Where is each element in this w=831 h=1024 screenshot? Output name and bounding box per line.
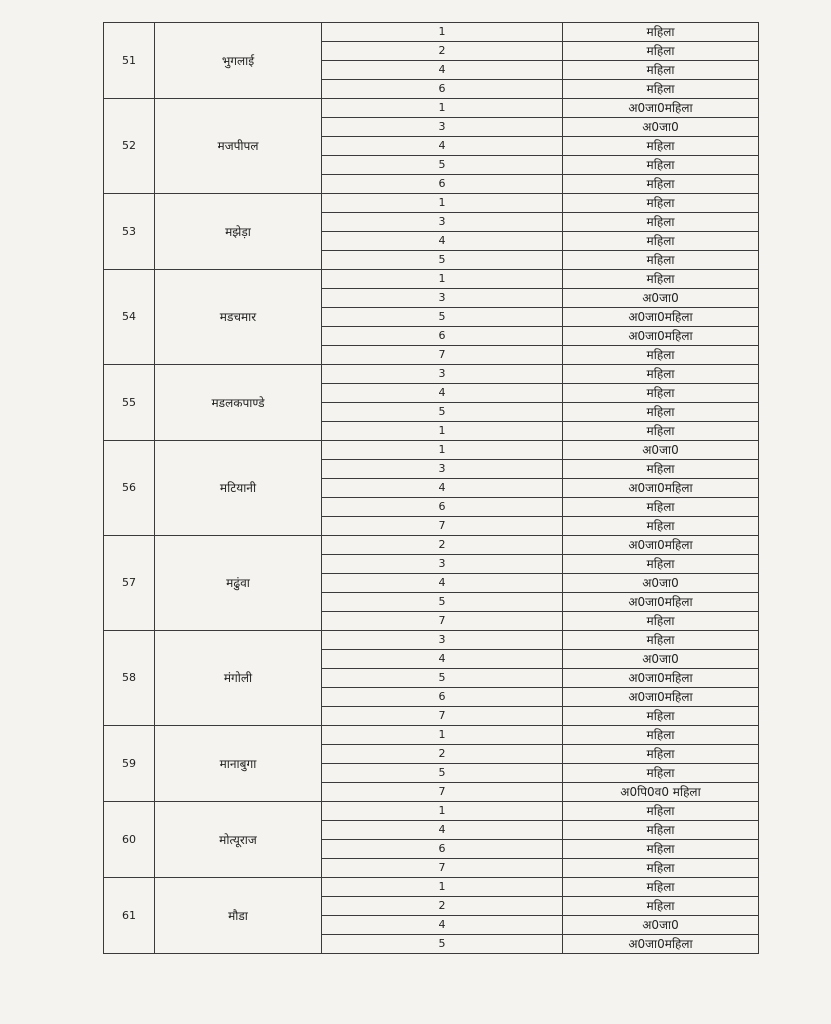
table-row bbox=[104, 23, 759, 42]
ward-number-cell: 4 bbox=[322, 137, 563, 156]
reservation-category-cell: महिला bbox=[563, 213, 759, 232]
reservation-category-cell: महिला bbox=[563, 137, 759, 156]
reservation-category-cell: महिला bbox=[563, 403, 759, 422]
reservation-category-cell: महिला bbox=[563, 840, 759, 859]
table-row bbox=[104, 802, 759, 821]
reservation-category-cell: अ0जा0महिला bbox=[563, 935, 759, 954]
serial-number-cell: 56 bbox=[104, 441, 155, 536]
ward-number-cell: 7 bbox=[322, 612, 563, 631]
reservation-category-cell: महिला bbox=[563, 251, 759, 270]
ward-number-cell: 4 bbox=[322, 479, 563, 498]
ward-number-cell: 5 bbox=[322, 251, 563, 270]
reservation-category-cell: अ0जा0 bbox=[563, 441, 759, 460]
ward-number-cell: 5 bbox=[322, 764, 563, 783]
ward-number-cell: 7 bbox=[322, 783, 563, 802]
table-row bbox=[104, 726, 759, 745]
reservation-category-cell: महिला bbox=[563, 175, 759, 194]
table-row bbox=[104, 365, 759, 384]
ward-number-cell: 5 bbox=[322, 403, 563, 422]
ward-number-cell: 5 bbox=[322, 935, 563, 954]
ward-number-cell: 3 bbox=[322, 213, 563, 232]
ward-number-cell: 5 bbox=[322, 669, 563, 688]
ward-number-cell: 1 bbox=[322, 878, 563, 897]
reservation-category-cell: महिला bbox=[563, 726, 759, 745]
ward-number-cell: 3 bbox=[322, 631, 563, 650]
serial-number-cell: 53 bbox=[104, 194, 155, 270]
table-row bbox=[104, 441, 759, 460]
reservation-category-cell: महिला bbox=[563, 61, 759, 80]
village-name-cell: मटियानी bbox=[155, 441, 322, 536]
ward-number-cell: 4 bbox=[322, 574, 563, 593]
ward-number-cell: 5 bbox=[322, 308, 563, 327]
village-name-cell: मंगोली bbox=[155, 631, 322, 726]
ward-number-cell: 3 bbox=[322, 460, 563, 479]
reservation-category-cell: अ0जा0 bbox=[563, 289, 759, 308]
reservation-category-cell: महिला bbox=[563, 42, 759, 61]
serial-number-cell: 54 bbox=[104, 270, 155, 365]
village-name-cell: मजपीपल bbox=[155, 99, 322, 194]
table-row bbox=[104, 99, 759, 118]
ward-number-cell: 1 bbox=[322, 441, 563, 460]
ward-number-cell: 2 bbox=[322, 745, 563, 764]
reservation-category-cell: अ0जा0महिला bbox=[563, 327, 759, 346]
ward-number-cell: 1 bbox=[322, 99, 563, 118]
reservation-category-cell: महिला bbox=[563, 517, 759, 536]
ward-number-cell: 3 bbox=[322, 365, 563, 384]
ward-number-cell: 5 bbox=[322, 593, 563, 612]
ward-number-cell: 7 bbox=[322, 707, 563, 726]
reservation-category-cell: अ0जा0महिला bbox=[563, 688, 759, 707]
reservation-category-cell: महिला bbox=[563, 422, 759, 441]
reservation-category-cell: अ0जा0 bbox=[563, 916, 759, 935]
village-name-cell: मडलकपाण्डे bbox=[155, 365, 322, 441]
ward-number-cell: 1 bbox=[322, 802, 563, 821]
reservation-category-cell: महिला bbox=[563, 460, 759, 479]
ward-number-cell: 1 bbox=[322, 194, 563, 213]
ward-number-cell: 2 bbox=[322, 42, 563, 61]
ward-number-cell: 2 bbox=[322, 897, 563, 916]
ward-number-cell: 3 bbox=[322, 289, 563, 308]
reservation-table bbox=[103, 22, 759, 954]
reservation-category-cell: महिला bbox=[563, 365, 759, 384]
ward-number-cell: 7 bbox=[322, 346, 563, 365]
ward-number-cell: 1 bbox=[322, 270, 563, 289]
ward-number-cell: 6 bbox=[322, 840, 563, 859]
serial-number-cell: 60 bbox=[104, 802, 155, 878]
serial-number-cell: 52 bbox=[104, 99, 155, 194]
reservation-table-body bbox=[104, 23, 759, 954]
serial-number-cell: 51 bbox=[104, 23, 155, 99]
reservation-category-cell: महिला bbox=[563, 897, 759, 916]
ward-number-cell: 3 bbox=[322, 118, 563, 137]
serial-number-cell: 61 bbox=[104, 878, 155, 954]
ward-number-cell: 7 bbox=[322, 859, 563, 878]
table-row bbox=[104, 878, 759, 897]
table-row bbox=[104, 631, 759, 650]
ward-number-cell: 1 bbox=[322, 23, 563, 42]
reservation-category-cell: महिला bbox=[563, 80, 759, 99]
table-row bbox=[104, 194, 759, 213]
ward-number-cell: 4 bbox=[322, 61, 563, 80]
ward-number-cell: 6 bbox=[322, 688, 563, 707]
reservation-category-cell: महिला bbox=[563, 555, 759, 574]
serial-number-cell: 55 bbox=[104, 365, 155, 441]
ward-number-cell: 6 bbox=[322, 175, 563, 194]
serial-number-cell: 58 bbox=[104, 631, 155, 726]
reservation-category-cell: महिला bbox=[563, 821, 759, 840]
ward-number-cell: 4 bbox=[322, 916, 563, 935]
reservation-category-cell: अ0जा0महिला bbox=[563, 479, 759, 498]
ward-number-cell: 4 bbox=[322, 384, 563, 403]
reservation-category-cell: महिला bbox=[563, 707, 759, 726]
reservation-category-cell: महिला bbox=[563, 384, 759, 403]
reservation-category-cell: अ0जा0महिला bbox=[563, 536, 759, 555]
reservation-category-cell: अ0पि0व0 महिला bbox=[563, 783, 759, 802]
village-name-cell: मढुंवा bbox=[155, 536, 322, 631]
reservation-category-cell: महिला bbox=[563, 194, 759, 213]
reservation-category-cell: महिला bbox=[563, 232, 759, 251]
serial-number-cell: 59 bbox=[104, 726, 155, 802]
reservation-category-cell: अ0जा0 bbox=[563, 574, 759, 593]
ward-number-cell: 6 bbox=[322, 327, 563, 346]
ward-number-cell: 3 bbox=[322, 555, 563, 574]
ward-number-cell: 6 bbox=[322, 498, 563, 517]
reservation-category-cell: अ0जा0महिला bbox=[563, 99, 759, 118]
reservation-category-cell: अ0जा0महिला bbox=[563, 669, 759, 688]
ward-number-cell: 2 bbox=[322, 536, 563, 555]
reservation-category-cell: अ0जा0 bbox=[563, 650, 759, 669]
reservation-category-cell: महिला bbox=[563, 802, 759, 821]
village-name-cell: भुगलाई bbox=[155, 23, 322, 99]
reservation-category-cell: महिला bbox=[563, 498, 759, 517]
reservation-category-cell: महिला bbox=[563, 23, 759, 42]
table-row bbox=[104, 536, 759, 555]
reservation-category-cell: महिला bbox=[563, 270, 759, 289]
ward-number-cell: 4 bbox=[322, 650, 563, 669]
ward-number-cell: 4 bbox=[322, 821, 563, 840]
ward-number-cell: 6 bbox=[322, 80, 563, 99]
reservation-category-cell: अ0जा0महिला bbox=[563, 308, 759, 327]
village-name-cell: मानाबुगा bbox=[155, 726, 322, 802]
serial-number-cell: 57 bbox=[104, 536, 155, 631]
ward-number-cell: 1 bbox=[322, 422, 563, 441]
table-row bbox=[104, 270, 759, 289]
village-name-cell: मडचमार bbox=[155, 270, 322, 365]
village-name-cell: मोत्यूराज bbox=[155, 802, 322, 878]
reservation-category-cell: महिला bbox=[563, 346, 759, 365]
village-name-cell: मौडा bbox=[155, 878, 322, 954]
ward-number-cell: 1 bbox=[322, 726, 563, 745]
ward-number-cell: 5 bbox=[322, 156, 563, 175]
reservation-category-cell: महिला bbox=[563, 745, 759, 764]
reservation-category-cell: महिला bbox=[563, 878, 759, 897]
reservation-category-cell: महिला bbox=[563, 859, 759, 878]
reservation-category-cell: महिला bbox=[563, 764, 759, 783]
reservation-category-cell: महिला bbox=[563, 612, 759, 631]
ward-number-cell: 7 bbox=[322, 517, 563, 536]
reservation-category-cell: अ0जा0 bbox=[563, 118, 759, 137]
reservation-category-cell: महिला bbox=[563, 156, 759, 175]
ward-number-cell: 4 bbox=[322, 232, 563, 251]
reservation-category-cell: अ0जा0महिला bbox=[563, 593, 759, 612]
village-name-cell: मझेड़ा bbox=[155, 194, 322, 270]
reservation-category-cell: महिला bbox=[563, 631, 759, 650]
